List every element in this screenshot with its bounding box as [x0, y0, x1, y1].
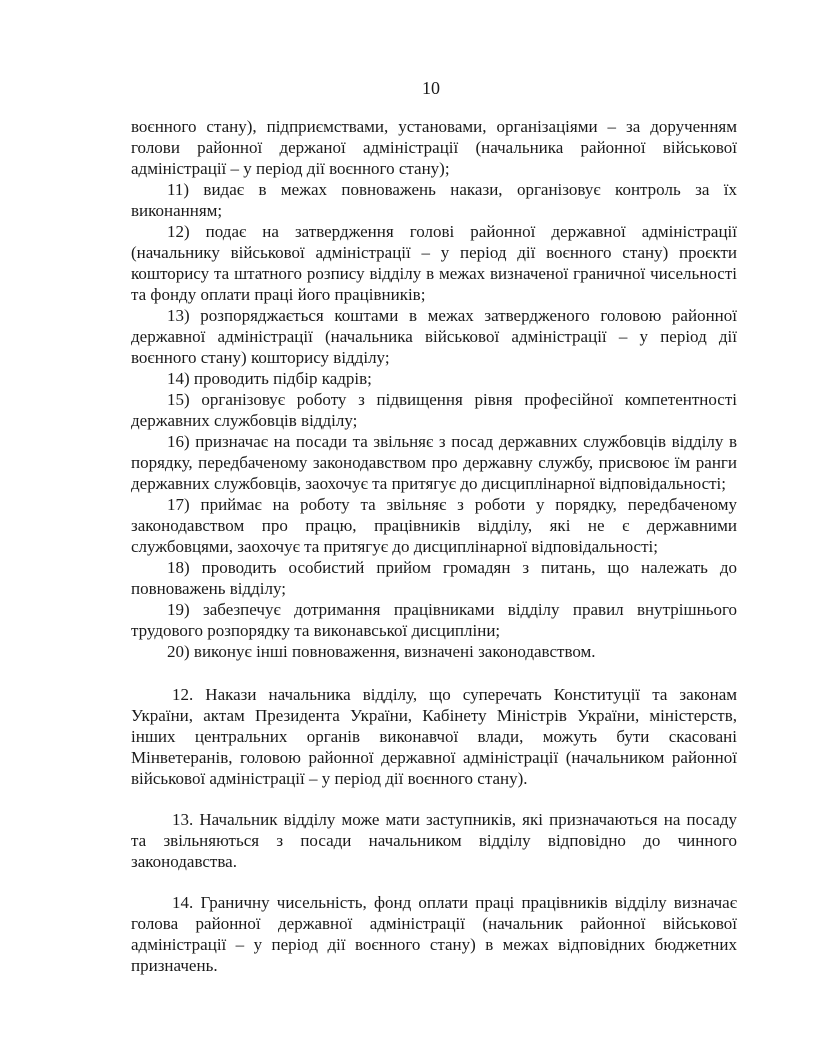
list-item-14: 14) проводить підбір кадрів;: [167, 369, 372, 388]
list-item-16: 16) призначає на посади та звільняє з посад державних службовців відділу в порядку, передбаченому законодавством про державну службу, присвоює їм ранги державних службовців, заохочує та притягує до дисциплінарної відповідальності;: [131, 432, 737, 493]
section-13: 13. Начальник відділу може мати заступників, які призначаються на посаду та звільняються з посади начальником відділу відповідно до чинного законодавства.: [131, 810, 737, 871]
list-item-11: 11) видає в межах повноважень накази, організовує контроль за їх виконанням;: [131, 180, 737, 220]
list-item-20: 20) виконує інші повноваження, визначені законодавством.: [167, 642, 596, 661]
page-number: 10: [422, 78, 440, 98]
section-12: 12. Накази начальника відділу, що суперечать Конституції та законам України, актам Президента України, Кабінету Міністрів України, міністерств, інших центральних органів виконавчої влади, можуть бути скасовані Мінветеранів, головою районної державної адміністрації (начальником районної військової адміністрації – у період дії воєнного стану).: [131, 685, 737, 788]
list-item-18: 18) проводить особистий прийом громадян з питань, що належать до повноважень відділу;: [131, 558, 737, 598]
list-item-19: 19) забезпечує дотримання працівниками відділу правил внутрішнього трудового розпорядку та виконавської дисципліни;: [131, 600, 737, 640]
section-14: 14. Граничну чисельність, фонд оплати праці працівників відділу визначає голова районної державної адміністрації (начальник районної військової адміністрації – у період дії воєнного стану) в межах відповідних бюджетних призначень.: [131, 893, 737, 975]
list-item-12: 12) подає на затвердження голові районної державної адміністрації (начальнику військової адміністрації – у період дії воєнного стану) проєкти кошторису та штатного розпису відділу в межах визначеної граничної чисельності та фонду оплати праці його працівників;: [131, 222, 737, 304]
list-item-17: 17) приймає на роботу та звільняє з роботи у порядку, передбаченому законодавством про працю, працівників відділу, які не є державними службовцями, заохочує та притягує до дисциплінарної відповідальності;: [131, 495, 737, 556]
list-item-13: 13) розпоряджається коштами в межах затвердженого головою районної державної адміністрації (начальника військової адміністрації – у період дії воєнного стану) кошторису відділу;: [131, 306, 737, 367]
document-body: [131, 116, 737, 976]
paragraph-continuation: воєнного стану), підприємствами, установами, організаціями – за дорученням голови районної держаної адміністрації (начальника районної військової адміністрації – у період дії воєнного стану);: [131, 117, 737, 178]
list-item-15: 15) організовує роботу з підвищення рівня професійної компетентності державних службовців відділу;: [131, 390, 737, 430]
